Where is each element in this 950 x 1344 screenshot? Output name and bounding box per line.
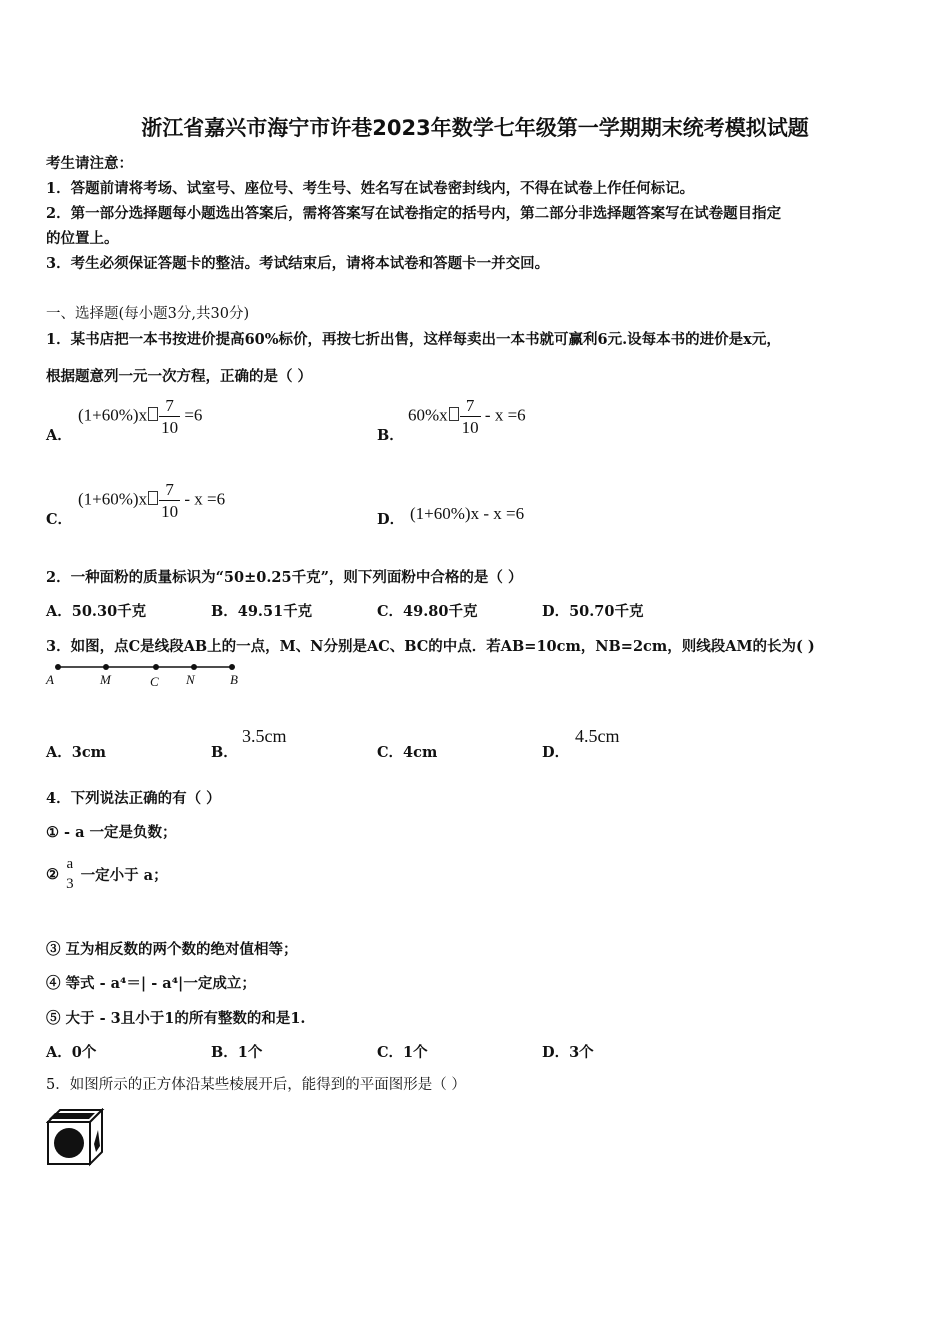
cube-svg [46,1108,106,1168]
q4-statement-4: ④ 等式 - a⁴＝| - a⁴|一定成立； [46,975,256,992]
label-c: C [150,674,159,689]
q3-option-d-value: 4.5cm [575,726,620,746]
q2-option-a: A．50.30千克 [46,603,147,620]
notice-heading: 考生请注意： [46,155,133,172]
notice-item-2: 2．第一部分选择题每小题选出答案后，需将答案写在试卷指定的括号内，第二部分非选择题答案写在试卷题目指定 [46,205,782,222]
missing-glyph-box [449,407,459,421]
q4-option-b: B．1个 [211,1044,263,1061]
point-a [55,664,61,670]
q4-s2-num: a [66,856,74,872]
q3-option-c: C．4cm [377,744,438,761]
q4-statement-3: ③ 互为相反数的两个数的绝对值相等； [46,941,298,958]
q1-b-post: - x =6 [484,405,526,425]
q1-a-num: 7 [165,396,174,415]
q1-option-a-formula [78,397,202,436]
q1-b-num: 7 [465,396,475,415]
q3-stem: 3．如图，点C是线段AB上的一点，M、N分别是AC、BC的中点．若AB=10cm，NB=2cm，则线段AM的长为( ) [46,638,815,655]
notice-item-3: 3．考生必须保证答题卡的整洁。考试结束后，请将本试卷和答题卡一并交回。 [46,255,550,272]
missing-glyph-box [148,491,158,505]
q5-stem: 5．如图所示的正方体沿某些棱展开后，能得到的平面图形是（ ） [46,1077,466,1093]
cube-top-bar [49,1113,95,1119]
label-a: A [46,672,54,687]
q1-a-fraction [159,397,180,436]
q4-s2-den: 3 [66,876,74,892]
exam-title: 浙江省嘉兴市海宁市许巷2023年数学七年级第一学期期末统考模拟试题 [141,116,809,140]
cube-front-circle [54,1128,84,1158]
q2-option-d: D．50.70千克 [542,603,644,620]
q4-s2-fraction [64,857,76,892]
notice-item-2-cont: 的位置上。 [46,230,119,247]
q1-b-pre: 60%x [408,405,448,425]
q1-c-den: 10 [161,502,179,521]
q1-option-c-formula [78,481,225,520]
q1-option-c-label: C． [46,511,73,528]
q4-option-d: D．3个 [542,1044,594,1061]
point-m [103,664,109,670]
q3-option-b-value: 3.5cm [242,726,287,746]
q4-option-a: A．0个 [46,1044,97,1061]
q1-b-fraction [460,397,481,436]
label-b: B [230,672,238,687]
missing-glyph-box [148,407,158,421]
q1-a-post: =6 [184,405,203,425]
q4-statement-2 [46,857,168,892]
q1-option-d-formula: (1+60%)x - x =6 [410,504,525,523]
q1-a-den: 10 [161,418,179,437]
q1-option-b-label: B． [377,427,404,444]
label-m: M [100,672,111,687]
point-n [191,664,197,670]
q2-option-c: C．49.80千克 [377,603,478,620]
point-b [229,664,235,670]
q2-stem: 2．一种面粉的质量标识为“50±0.25千克”，则下列面粉中合格的是（ ） [46,569,523,586]
notice-item-1: 1．答题前请将考场、试室号、座位号、考生号、姓名写在试卷密封线内，不得在试卷上作任何标记。 [46,180,695,197]
q4-statement-1: ① - a 一定是负数； [46,824,177,841]
q1-c-fraction [159,481,180,520]
q4-option-c: C．1个 [377,1044,428,1061]
point-c [153,664,159,670]
q1-c-pre: (1+60%)x [78,489,148,509]
q4-stem: 4．下列说法正确的有（ ） [46,790,221,807]
label-n: N [186,672,195,687]
q4-statement-5: ⑤ 大于 - 3且小于1的所有整数的和是1. [46,1010,306,1027]
q1-option-a-label: A． [46,427,72,444]
q1-c-post: - x =6 [184,489,226,509]
q1-option-d-label: D． [377,511,405,528]
q4-s2-text: 一定小于 a； [80,867,168,884]
q1-a-pre: (1+60%)x [78,405,148,425]
q1-b-den: 10 [461,418,479,437]
segment-svg [46,660,246,674]
q2-option-b: B．49.51千克 [211,603,313,620]
q1-stem-line1: 1．某书店把一本书按进价提高60%标价，再按七折出售，这样每卖出一本书就可赢利6元.设每本书的进价是x元， [46,331,781,348]
q1-stem-line2: 根据题意列一元一次方程，正确的是（ ） [46,368,313,385]
q3-line-segment-figure [46,660,246,692]
q1-option-b-formula [408,397,526,436]
q5-cube-figure [46,1108,106,1168]
section-heading: 一、选择题(每小题3分,共30分) [46,306,250,322]
q3-option-d-label: D． [542,744,570,761]
q1-c-num: 7 [165,480,174,499]
q3-option-a: A．3cm [46,744,107,761]
q3-option-b-label: B． [211,744,238,761]
q4-s2-marker: ② [46,866,59,883]
